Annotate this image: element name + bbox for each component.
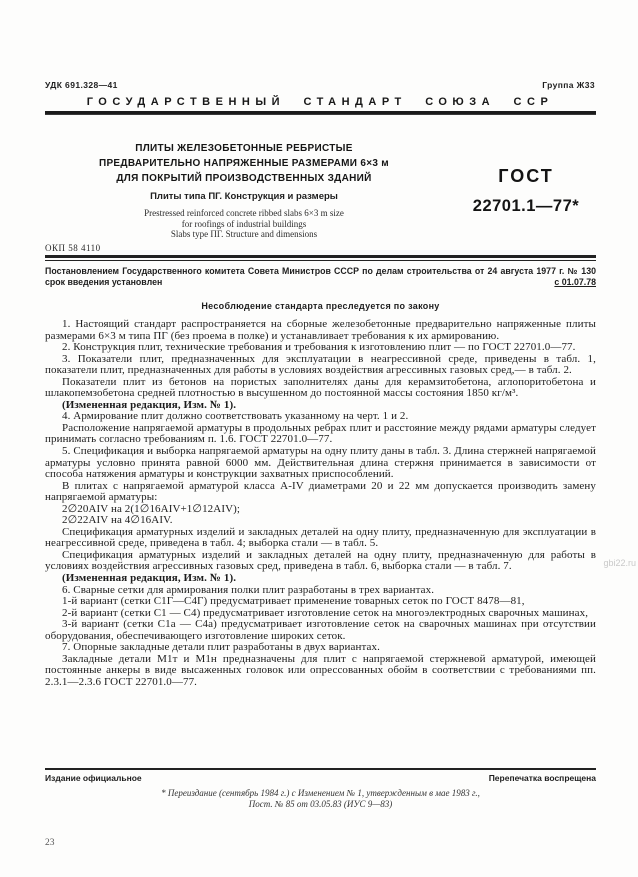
body-text: [45, 319, 596, 689]
body-paragraph: (Измененная редакция, Изм. № 1).: [62, 572, 237, 585]
body-paragraph: 4. Армирование плит должно соответствовать указанному на черт. 1 и 2.: [62, 410, 409, 423]
title-english-2: for roofings of industrial buildings: [181, 218, 307, 229]
page-number: 23: [45, 838, 55, 848]
double-rule: [45, 255, 596, 261]
gost-number: 22701.1—77*: [472, 197, 580, 215]
body-paragraph: 1-й вариант (сетки С1Г—С4Г) предусматривает применение товарных сеток по ГОСТ 8478—81,: [62, 595, 525, 608]
title-english: [58, 208, 430, 240]
body-paragraph: Расположение напрягаемой арматуры в продольных ребрах плит и расстояние между рядами арматуры следует принимать согласно требованиям п. 1.6. ГОСТ 22701.0—77.: [45, 421, 596, 446]
official-edition-label: Издание официальное: [45, 773, 142, 783]
title-line-3: ДЛЯ ПОКРЫТИЙ ПРОИЗВОДСТВЕННЫХ ЗДАНИЙ: [116, 173, 372, 184]
footer-row: [45, 773, 596, 783]
state-standard-heading: ГОСУДАРСТВЕННЫЙ СТАНДАРТ СОЮЗА ССР: [86, 96, 554, 108]
title-block: [58, 141, 430, 240]
title-english-1: Prestressed reinforced concrete ribbed slabs 6×3 m size: [144, 208, 344, 218]
decree-text: Постановлением Государственного комитета Совета Министров СССР по делам строительства от 24 августа 1977 г. № 130 срок введения установлен: [45, 266, 596, 287]
body-paragraph: Показатели плит из бетонов на пористых заполнителях даны для керамзитобетона, аглопоритобетона и шлакопемзобетона средней плотностью в высушенном до постоянной массы состояния 1850 кг/м³.: [45, 375, 596, 400]
gost-label: ГОСТ: [498, 166, 554, 186]
reissue-footnote-line-2: Пост. № 85 от 03.05.83 (ИУС 9—83): [248, 799, 393, 809]
reprint-prohibited-label: Перепечатка воспрещена: [488, 773, 596, 783]
body-paragraph: Спецификация арматурных изделий и закладных деталей на одну плиту, предназначенную для работы в условиях воздействия агрессивных газовых сред, приведена в табл. 6, выборка стали — в табл. 7.: [45, 548, 596, 573]
group-code: Группа Ж33: [542, 80, 595, 90]
reissue-footnote: [45, 788, 596, 810]
law-notice: Несоблюдение стандарта преследуется по закону: [201, 301, 440, 311]
body-paragraph: Спецификация арматурных изделий и закладных деталей на одну плиту, предназначенную для эксплуатации в неагрессивной среде, приведена в табл. 4; выборка стали — в табл. 5.: [45, 525, 596, 550]
title-subtitle: Плиты типа ПГ. Конструкция и размеры: [150, 191, 338, 202]
reissue-footnote-line-1: * Переиздание (сентябрь 1984 г.) с Изменением № 1, утвержденным в мае 1983 г.,: [161, 788, 480, 798]
body-paragraph: 5. Спецификация и выборка напрягаемой арматуры на одну плиту даны в табл. 3. Длина стержней напрягаемой арматуры условно принята равной 6000 мм. Действительная длина стержня принимается в зависимости от способа натяжения арматуры и конструкции захватных приспособлений.: [45, 445, 596, 481]
heading-rule: [45, 111, 596, 115]
body-paragraph: 2∅22АIV на 4∅16АIV.: [62, 514, 173, 527]
title-english-3: Slabs type ПГ. Structure and dimensions: [170, 229, 318, 239]
body-paragraph: 7. Опорные закладные детали плит разработаны в двух вариантах.: [62, 641, 380, 654]
okp-code: ОКП 58 4110: [45, 243, 101, 253]
body-paragraph: (Измененная редакция, Изм. № 1).: [62, 398, 237, 411]
footer-rule: [45, 768, 596, 770]
body-paragraph: 2. Конструкция плит, технические требования и требования к изготовлению плит — по ГОСТ 22701.0—77.: [62, 341, 576, 354]
site-watermark: gbi22.ru: [603, 558, 636, 568]
body-paragraph: 2∅20АIV на 2(1∅16АIV+1∅12АIV);: [62, 502, 241, 515]
decree-effective-date: с 01.07.78: [554, 277, 596, 287]
body-paragraph: 2-й вариант (сетки С1 — С4) предусматривает изготовление сеток на многоэлектродных сварочных машинах,: [62, 606, 589, 619]
body-paragraph: В плитах с напрягаемой арматурой класса А-IV диаметрами 20 и 22 мм допускается производить замену напрягаемой арматуры:: [45, 479, 596, 504]
decree-block: [45, 266, 596, 288]
title-line-2: ПРЕДВАРИТЕЛЬНО НАПРЯЖЕННЫЕ РАЗМЕРАМИ 6×3 м: [98, 158, 390, 169]
body-paragraph: 3-й вариант (сетки С1а — С4а) предусматривает изготовление сеток на сварочных машинах при отсутствии оборудования, обеспечивающего изготовление широких сеток.: [45, 618, 596, 642]
body-paragraph: 3. Показатели плит, предназначенных для эксплуатации в неагрессивной среде, приведены в табл. 1, показатели плит, предназначенных для работы в условиях воздействия агрессивных газовых сред,— в табл. 2.: [45, 352, 596, 377]
body-paragraph: Закладные детали М1т и М1н предназначены для плит с напрягаемой стержневой арматурой, имеющей постоянные анкеры в виде высаженных головок или опрессованных обойм в соответствии с требованиями пп. 2.3.1—2.3.6 ГОСТ 22701.0—77.: [45, 652, 596, 688]
gost-designation: [442, 166, 610, 216]
title-line-1: ПЛИТЫ ЖЕЛЕЗОБЕТОННЫЕ РЕБРИСТЫЕ: [135, 143, 353, 154]
document-topline: [45, 80, 595, 90]
udk-code: УДК 691.328—41: [45, 80, 118, 90]
body-paragraph: 1. Настоящий стандарт распространяется на сборные железобетонные предварительно напряженные плиты размерами 6×3 м типа ПГ (без проема в полке) и устанавливает требования к их армированию.: [45, 319, 596, 342]
body-paragraph: 6. Сварные сетки для армирования полки плит разработаны в трех вариантах.: [62, 583, 435, 596]
